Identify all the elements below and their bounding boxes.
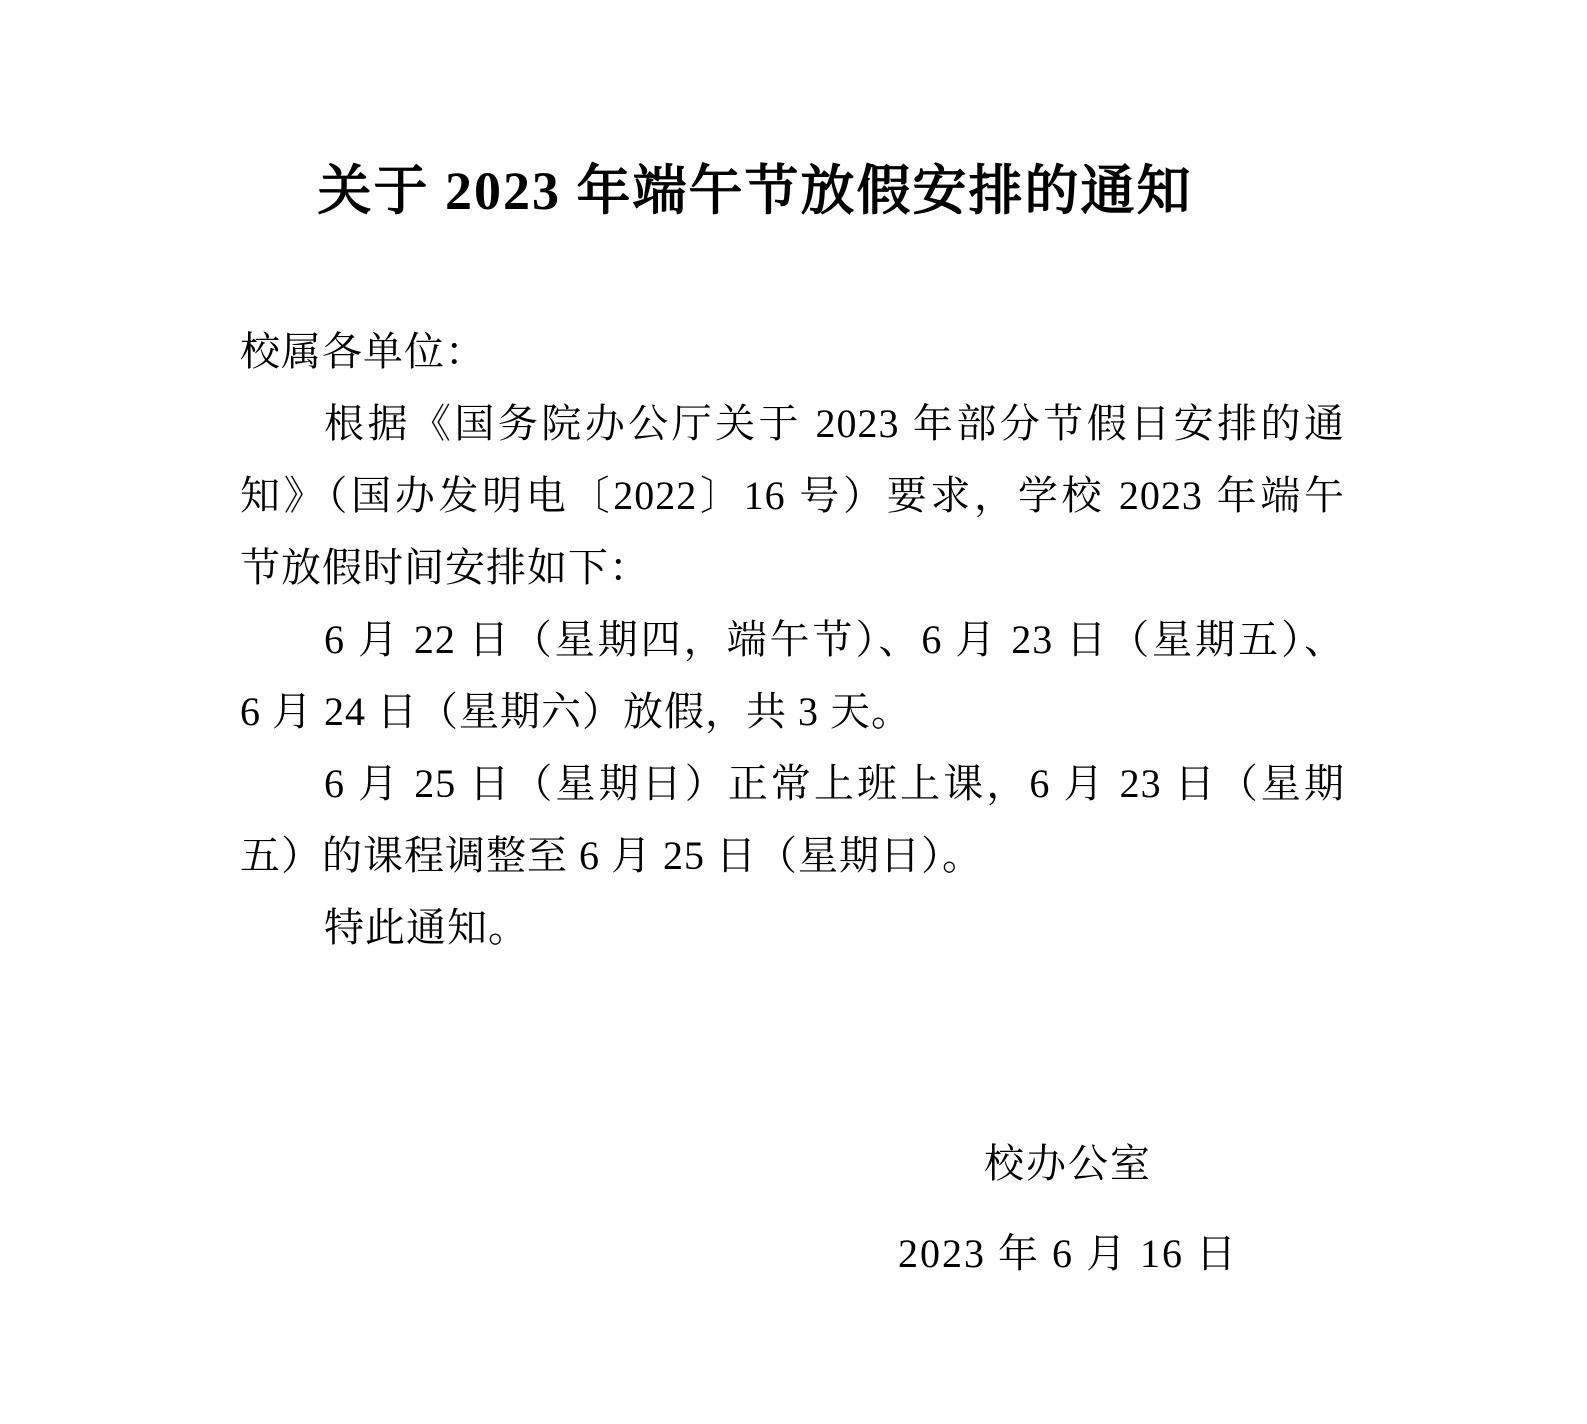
body-line: 6 月 24 日（星期六）放假，共 3 天。 <box>240 689 912 734</box>
signature-office: 校办公室 <box>984 1141 1152 1186</box>
body-line: 五）的课程调整至 6 月 25 日（星期日）。 <box>240 833 983 878</box>
body-line: 根据《国务院办公厅关于 2023 年部分节假日安排的通 <box>324 401 1345 446</box>
body-line: 知》（国办发明电〔2022〕16 号）要求，学校 2023 年端午 <box>240 473 1345 518</box>
document-title: 关于 2023 年端午节放假安排的通知 <box>317 161 1193 221</box>
signature-date: 2023 年 6 月 16 日 <box>898 1231 1238 1276</box>
document-body <box>240 316 1345 964</box>
body-line: 6 月 22 日（星期四，端午节）、6 月 23 日（星期五）、 <box>324 617 1345 662</box>
salutation-line: 校属各单位： <box>240 329 486 374</box>
closing-line: 特此通知。 <box>324 905 529 950</box>
body-line: 6 月 25 日（星期日）正常上班上课，6 月 23 日（星期 <box>324 761 1345 806</box>
body-line: 节放假时间安排如下： <box>240 545 650 590</box>
